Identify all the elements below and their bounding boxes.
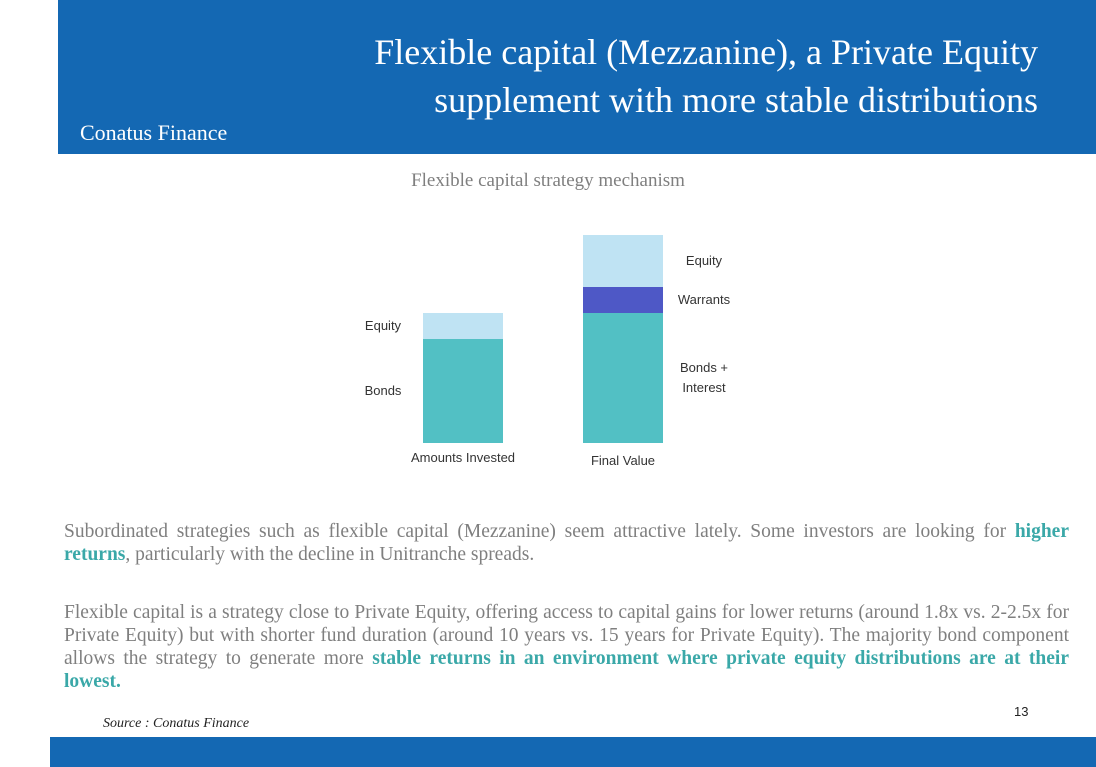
bar-amounts-invested-bonds <box>423 339 503 443</box>
bar-final-value-bonds <box>583 313 663 443</box>
segment-label-amounts-invested-equity: Equity <box>364 318 402 333</box>
paragraph-2-text: Flexible capital is a strategy close to Private Equity, offering access to capital gains for lower returns (around 1.8x vs. 2-2.5x for Private Equity) but with shorter fund duration (around 10 years vs. 15 years for Private Equity). The majority bond component allows the strategy to generate more <box>64 602 1069 669</box>
paragraph-2-highlight: stable returns in an environment where private equity distributions are at their lowest. <box>64 648 1069 692</box>
page-number: 13 <box>1014 704 1029 719</box>
paragraph-1-text-a: Subordinated strategies such as flexible capital (Mezzanine) seem attractive lately. Some investors are looking for <box>64 521 1015 542</box>
bar-amounts-invested-equity <box>423 313 503 339</box>
bar-final-value-equity <box>583 235 663 287</box>
paragraph-2 <box>64 601 1069 693</box>
page-title-line-1: Flexible capital (Mezzanine), a Private Equity <box>374 32 1038 72</box>
source-note: Source : Conatus Finance <box>103 716 250 731</box>
brand-name: Conatus Finance <box>80 120 228 145</box>
page-title-line-2: supplement with more stable distributions <box>434 80 1038 120</box>
segment-label-amounts-invested-bonds: Bonds <box>364 383 402 398</box>
segment-label-final-value-equity: Equity <box>685 253 723 268</box>
paragraph-1-text-b: , particularly with the decline in Unitranche spreads. <box>125 544 535 565</box>
chart-title: Flexible capital strategy mechanism <box>411 170 685 191</box>
bar-final-value-warrants <box>583 287 663 313</box>
category-label-final-value: Final Value <box>590 453 656 468</box>
category-label-amounts-invested: Amounts Invested <box>410 450 516 465</box>
paragraph-1-highlight: higher returns <box>64 521 1069 565</box>
segment-label-final-value-bonds: Bonds + Interest <box>679 360 729 395</box>
segment-label-final-value-warrants: Warrants <box>677 292 731 307</box>
paragraph-1 <box>64 520 1069 566</box>
footer-bar <box>50 737 1096 767</box>
